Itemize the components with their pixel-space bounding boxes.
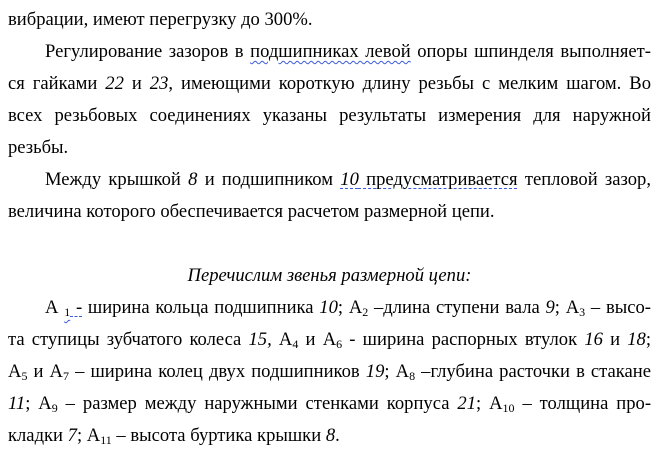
line-text: , имеющими короткую длину резьбы с мелким шагом. Во: [168, 73, 651, 94]
text-line-2: [45, 36, 651, 68]
line-text: величина которого обеспечивается расчетом размерной цепи.: [8, 201, 495, 222]
ref-number: 23: [149, 73, 169, 94]
text-line-12: [8, 420, 340, 452]
text-line-4: [8, 100, 651, 132]
line-text: ; А: [554, 297, 580, 318]
text-line-5: [8, 132, 68, 164]
line-text: – высота буртика крышки: [111, 425, 326, 446]
text-line-3: [8, 68, 651, 100]
line-text: ширина кольца подшипника: [82, 297, 320, 318]
line-text: ; А: [475, 393, 503, 414]
ref-number: 15,: [248, 329, 272, 350]
ref-number: 16: [584, 329, 603, 350]
text-line-8: [45, 292, 651, 324]
line-text: и: [602, 329, 628, 350]
subscript: 4: [292, 337, 299, 351]
line-text: та ступицы зубчатого колеса: [8, 329, 249, 350]
text-line-1: [8, 4, 313, 36]
subscript: 2: [362, 305, 369, 319]
line-text: Регулирование зазоров в: [45, 41, 251, 62]
grammar-underlined-text: предусматривается: [358, 169, 518, 190]
line-text: и А: [298, 329, 337, 350]
text-line-9: [8, 324, 651, 356]
ref-number: 21: [457, 393, 476, 414]
ref-number: 10: [340, 169, 359, 190]
line-text: и: [123, 73, 150, 94]
subscript: 6: [336, 337, 343, 351]
subscript: 8: [409, 369, 416, 383]
line-text: - ширина распорных втулок: [342, 329, 585, 350]
line-text: и А: [27, 361, 63, 382]
ref-number: 10: [319, 297, 338, 318]
ref-number: 8: [188, 169, 198, 190]
line-text: резьбы.: [8, 137, 69, 158]
ref-number: 11: [8, 393, 26, 414]
subscript: 5: [21, 369, 28, 383]
grammar-underlined-text: -: [70, 297, 83, 318]
text-line-6: [45, 164, 651, 196]
line-text: ;: [645, 329, 652, 350]
line-text: А: [271, 329, 293, 350]
line-text: – высо-: [585, 297, 651, 318]
line-text: Между крышкой: [45, 169, 189, 190]
line-text: и подшипником: [197, 169, 341, 190]
line-text: А: [45, 297, 65, 318]
spellcheck-underlined-text: подшипниках левой: [250, 41, 411, 62]
line-text: ; А: [25, 393, 52, 414]
line-text: .: [335, 425, 340, 446]
text-line-10: [8, 356, 651, 388]
subscript: 3: [579, 305, 586, 319]
line-text: тепловой зазор,: [517, 169, 651, 190]
line-text: –глубина расточки в стакане: [415, 361, 651, 382]
line-text: ся гайками: [8, 73, 106, 94]
text-line-11: [8, 388, 651, 420]
subscript: 11: [100, 433, 112, 447]
line-text: – толщина про-: [514, 393, 652, 414]
line-text: всех резьбовых соединениях указаны результаты измерения для наружной: [8, 105, 651, 126]
line-text: А: [8, 361, 22, 382]
ref-number: 8: [325, 425, 336, 446]
line-text: –длина ступени вала: [368, 297, 546, 318]
ref-number: 19: [365, 361, 385, 382]
line-text: – ширина колец двух подшипников: [68, 361, 366, 382]
line-text: – размер между наружными стенками корпуса: [57, 393, 458, 414]
section-heading: Перечислим звенья размерной цепи:: [187, 265, 472, 286]
line-text: ; А: [76, 425, 101, 446]
line-text: опоры шпинделя выполняет-: [410, 41, 651, 62]
ref-number: 18: [627, 329, 646, 350]
subscript: 7: [62, 369, 69, 383]
text-line-7: [8, 196, 495, 228]
ref-number: 7: [67, 425, 77, 446]
ref-number: 22: [105, 73, 124, 94]
ref-number: 9: [545, 297, 555, 318]
line-text: ; А: [384, 361, 410, 382]
subscript: 9: [51, 401, 58, 415]
subscript: 1: [64, 305, 71, 319]
subscript: 10: [502, 401, 515, 415]
line-text: кладки: [8, 425, 68, 446]
line-text: вибрации, имеют перегрузку до 300%.: [8, 9, 313, 30]
line-text: ; А: [337, 297, 363, 318]
